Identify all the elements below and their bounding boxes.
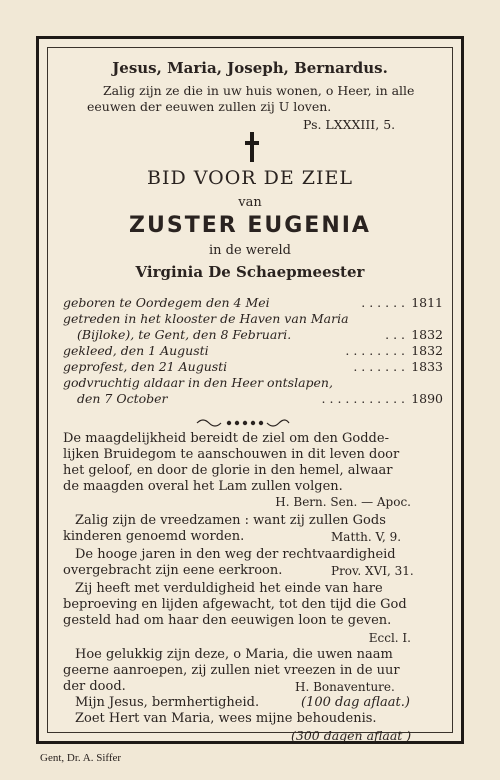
psalm-line-2: eeuwen der eeuwen zullen zij U loven. (87, 99, 332, 114)
timeline-text: getreden in het klooster de Haven van Maria (63, 311, 349, 326)
timeline-dots: . . . . . . . (353, 359, 405, 374)
ornament-divider (195, 417, 291, 429)
timeline-text: godvruchtig aldaar in den Heer ontslapen, (63, 375, 333, 390)
text-line: De maagdelijkheid bereidt de ziel om den Godde- (63, 431, 389, 446)
source-citation: Prov. XVI, 31. (331, 564, 414, 578)
psalm-reference: Ps. LXXXIII, 5. (303, 117, 396, 132)
timeline-row-entered (63, 311, 443, 327)
text-line: beproeving en lijden afgewacht, tot den tijd die God (63, 597, 407, 612)
holy-names: Jesus, Maria, Joseph, Bernardus. (112, 59, 388, 77)
timeline-text: geboren te Oordegem den 4 Mei (63, 295, 270, 310)
timeline-row-professed (63, 359, 443, 375)
civil-name: Virginia De Schaepmeester (135, 263, 365, 281)
timeline-dots: . . . . . . . . . . . (321, 391, 405, 406)
timeline-text: den 7 October (77, 391, 168, 406)
memorial-card (36, 36, 464, 744)
timeline-text: (Bijloke), te Gent, den 8 Februari. (77, 327, 292, 342)
timeline-dots: . . . . . . (361, 295, 405, 310)
timeline-year: 1832 (411, 343, 443, 358)
text-line: geerne aanroepen, zij zullen niet vreezen in de uur (63, 663, 400, 678)
source-citation: H. Bonaventure. (295, 680, 395, 694)
source-citation: H. Bern. Sen. — Apoc. (275, 495, 411, 509)
printer-credit: Gent, Dr. A. Siffer (40, 752, 122, 764)
timeline-year: 1890 (411, 391, 443, 406)
text-line: lijken Bruidegom te aanschouwen in dit leven door (63, 447, 400, 462)
indulgence-note: (100 dag aflaat.) (301, 695, 410, 710)
timeline-row-entered-date (63, 327, 443, 343)
timeline-dots: . . . (385, 327, 405, 342)
sister-name: ZUSTER EUGENIA (129, 213, 371, 238)
cross-icon (245, 132, 259, 162)
prayer-heading: BID VOOR DE ZIEL (147, 167, 353, 189)
text-line: Zij heeft met verduldigheid het einde van hare (75, 581, 383, 596)
text-line: Mijn Jesus, bermhertigheid. (75, 695, 260, 710)
timeline-text: geprofest, den 21 Augusti (63, 359, 228, 374)
timeline-text: gekleed, den 1 Augusti (63, 343, 209, 358)
text-line: de maagden overal het Lam zullen volgen. (63, 479, 343, 494)
text-line: Hoe gelukkig zijn deze, o Maria, die uwen naam (75, 647, 393, 662)
text-line: gesteld had om haar den eeuwigen loon te geven. (63, 613, 392, 628)
text-line: De hooge jaren in den weg der rechtvaardigheid (75, 547, 396, 562)
text-line: kinderen genoemd worden. (63, 529, 245, 544)
timeline-year: 1833 (411, 359, 443, 374)
in-de-wereld-label: in de wereld (208, 243, 292, 258)
timeline-row-clothed (63, 343, 443, 359)
text-line: Zoet Hert van Maria, wees mijne behoudenis. (75, 711, 377, 726)
text-line: der dood. (63, 679, 126, 694)
source-citation: Matth. V, 9. (331, 530, 402, 544)
text-line: overgebracht zijn eene eerkroon. (63, 563, 283, 578)
timeline-dots: . . . . . . . . (345, 343, 405, 358)
psalm-line-1: Zalig zijn ze die in uw huis wonen, o Heer, in alle (103, 83, 415, 98)
timeline-row-died-date (63, 391, 443, 407)
text-line: het geloof, en door de glorie in den hemel, alwaar (63, 463, 393, 478)
timeline-row-died (63, 375, 443, 391)
timeline-year: 1832 (411, 327, 443, 342)
timeline-row-born (63, 295, 443, 311)
timeline-year: 1811 (411, 295, 443, 310)
text-line: Zalig zijn de vreedzamen : want zij zullen Gods (75, 513, 386, 528)
source-citation: Eccl. I. (368, 631, 411, 645)
indulgence-note: (300 dagen aflaat ) (291, 728, 412, 743)
van-label: van (238, 195, 262, 210)
